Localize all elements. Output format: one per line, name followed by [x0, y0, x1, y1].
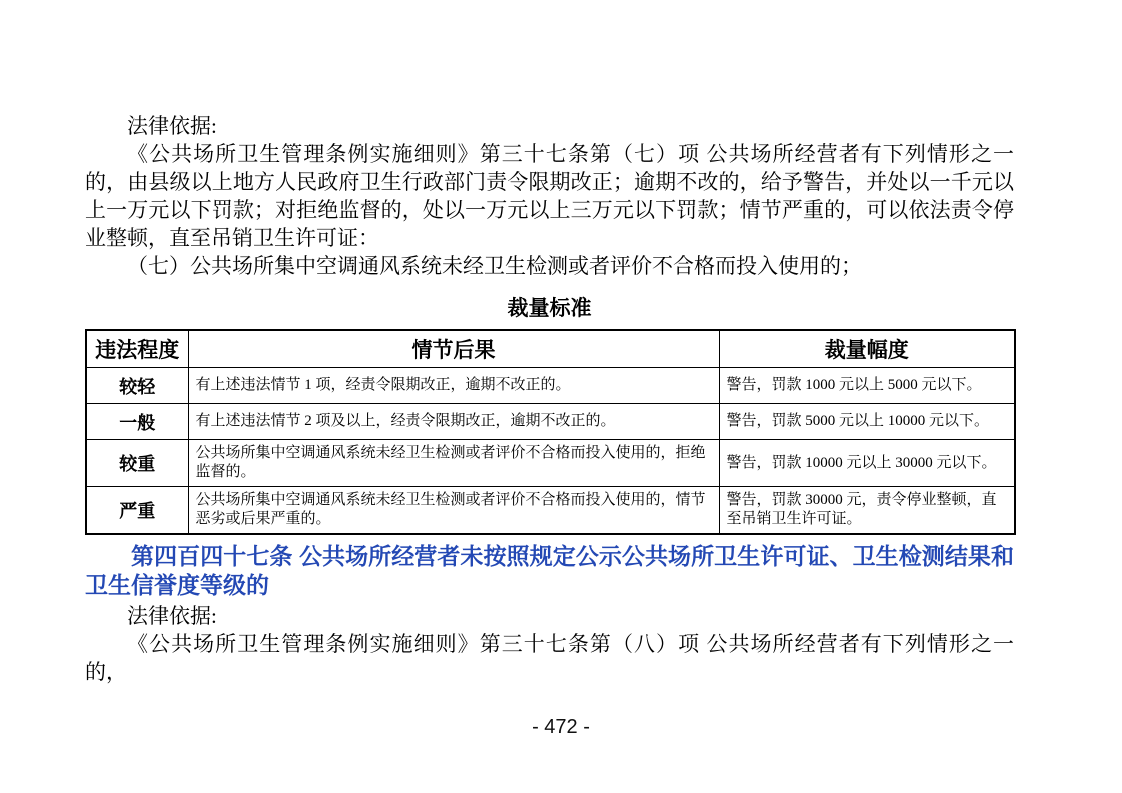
table-row: [86, 404, 1015, 440]
legal-basis-label-2: 法律依据:: [127, 604, 217, 628]
circumstance-cell: 公共场所集中空调通风系统未经卫生检测或者评价不合格而投入使用的，情节恶劣或后果严重的。: [188, 487, 719, 535]
legal-text-paragraph-1: 《公共场所卫生管理条例实施细则》第三十七条第（七）项 公共场所经营者有下列情形之一的，由县级以上地方人民政府卫生行政部门责令限期改正；逾期不改的，给予警告，并处以一千元以上一万元以下罚款；对拒绝监督的，处以一万元以上三万元以下罚款；情节严重的，可以依法责令停业整顿，直至吊销卫生许可证：: [85, 142, 1014, 250]
legal-basis-label-1: 法律依据:: [127, 114, 217, 138]
range-cell: 警告，罚款 10000 元以上 30000 元以下。: [719, 440, 1015, 487]
table-header-row: [86, 330, 1015, 368]
page-number: - 472 -: [532, 716, 590, 738]
circumstance-cell: 有上述违法情节 2 项及以上，经责令限期改正，逾期不改正的。: [188, 404, 719, 440]
column-header-degree: 违法程度: [86, 330, 188, 368]
circumstance-cell: 有上述违法情节 1 项，经责令限期改正，逾期不改正的。: [188, 368, 719, 404]
table-row: [86, 487, 1015, 535]
range-cell: 警告，罚款 5000 元以上 10000 元以下。: [719, 404, 1015, 440]
table-row: [86, 368, 1015, 404]
column-header-circumstance: 情节后果: [188, 330, 719, 368]
article-heading: 第四百四十七条 公共场所经营者未按照规定公示公共场所卫生许可证、卫生检测结果和卫生信誉度等级的: [85, 543, 1014, 598]
range-cell: 警告，罚款 30000 元，责令停业整顿，直至吊销卫生许可证。: [719, 487, 1015, 535]
column-header-range: 裁量幅度: [719, 330, 1015, 368]
range-cell: 警告，罚款 1000 元以上 5000 元以下。: [719, 368, 1015, 404]
degree-cell: 一般: [86, 404, 188, 440]
legal-text-paragraph-2: 《公共场所卫生管理条例实施细则》第三十七条第（八）项 公共场所经营者有下列情形之一的，: [85, 632, 1014, 684]
table-title: 裁量标准: [507, 297, 592, 320]
discretion-standard-table: [85, 329, 1016, 535]
table-row: [86, 440, 1015, 487]
degree-cell: 较重: [86, 440, 188, 487]
degree-cell: 严重: [86, 487, 188, 535]
circumstance-cell: 公共场所集中空调通风系统未经卫生检测或者评价不合格而投入使用的，拒绝监督的。: [188, 440, 719, 487]
degree-cell: 较轻: [86, 368, 188, 404]
page-content: [85, 112, 1014, 686]
legal-item-paragraph: （七）公共场所集中空调通风系统未经卫生检测或者评价不合格而投入使用的；: [127, 254, 862, 278]
